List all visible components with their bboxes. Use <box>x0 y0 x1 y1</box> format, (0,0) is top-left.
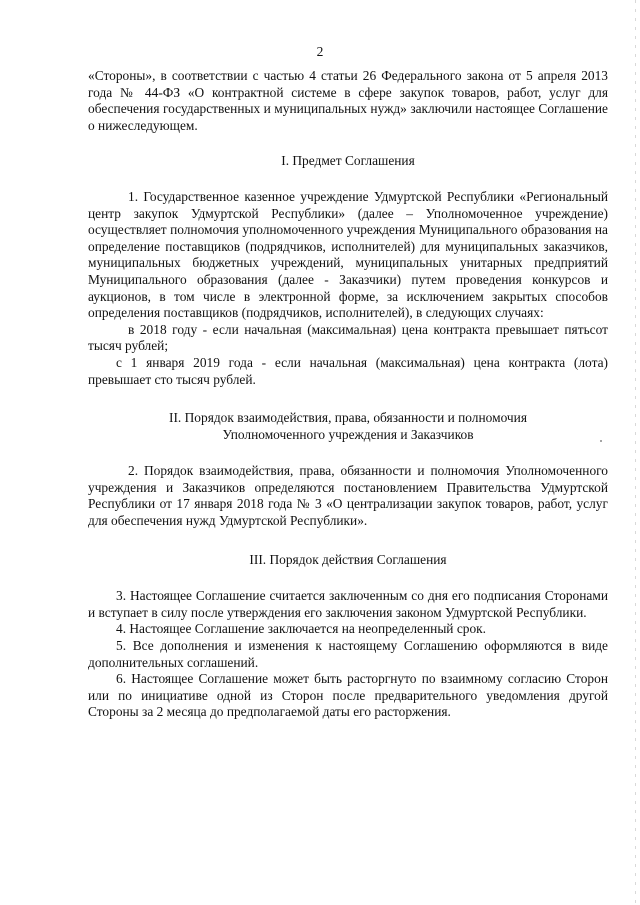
section-3-paragraph-1: 3. Настоящее Соглашение считается заключенным со дня его подписания Сторонами и вступает в силу после утверждения его заключения законом Удмуртской Республики. <box>88 588 608 620</box>
section-3-title: III. Порядок действия Соглашения <box>249 551 447 567</box>
section-1-paragraph-1: 1. Государственное казенное учреждение Удмуртской Республики «Региональный центр закупок Удмуртской Республики» (далее – Уполномоченное учреждение) осуществляет полномочия уполномоченного учреждения Муниципального образования на определение поставщиков (подрядчиков, исполнителей) для муниципальных заказчиков, муниципальных бюджетных учреждений, муниципальных унитарных предприятий Муниципального образования (далее - Заказчики) путем проведения конкурсов и аукционов, в том числе в электронной форме, за исключением закрытых способов определения поставщиков (подрядчиков, исполнителей), в следующих случаях: <box>88 188 608 321</box>
section-1-title: I. Предмет Соглашения <box>281 153 415 169</box>
page-number: 2 <box>316 44 324 59</box>
section-3-paragraph-3: 5. Все дополнения и изменения к настоящему Соглашению оформляются в виде дополнительных соглашений. <box>88 638 608 670</box>
section-2-title-line-1: II. Порядок взаимодействия, права, обязанности и полномочия <box>169 410 527 426</box>
scan-edge <box>635 0 636 905</box>
section-3-paragraph-4: 6. Настоящее Соглашение может быть расторгнуто по взаимному согласию Сторон или по инициативе одной из Сторон после предварительного уведомления другой Стороны за 2 месяца до предполагаемой даты его расторжения. <box>88 671 608 720</box>
section-1-paragraph-2: в 2018 году - если начальная (максимальная) цена контракта превышает пятьсот тысяч рублей; <box>88 321 608 354</box>
section-3-paragraph-2: 4. Настоящее Соглашение заключается на неопределенный срок. <box>116 621 487 637</box>
scan-speck <box>600 440 602 442</box>
document-body <box>88 68 608 721</box>
section-1-paragraph-3: с 1 января 2019 года - если начальная (максимальная) цена контракта (лота) превышает сто тысяч рублей. <box>88 354 608 387</box>
intro-paragraph: «Стороны», в соответствии с частью 4 статьи 26 Федерального закона от 5 апреля 2013 года № 44-ФЗ «О контрактной системе в сфере закупок товаров, работ, услуг для обеспечения государственных и муниципальных нужд» заключили настоящее Соглашение о нижеследующем. <box>88 68 608 133</box>
section-2-title-line-2: Уполномоченного учреждения и Заказчиков <box>222 426 474 442</box>
section-2-paragraph-1: 2. Порядок взаимодействия, права, обязанности и полномочия Уполномоченного учреждения и Заказчиков определяются постановлением Правительства Удмуртской Республики от 17 января 2018 года № 3 «О централизации закупок товаров, работ, услуг для обеспечения нужд Удмуртской Республики». <box>88 463 608 529</box>
